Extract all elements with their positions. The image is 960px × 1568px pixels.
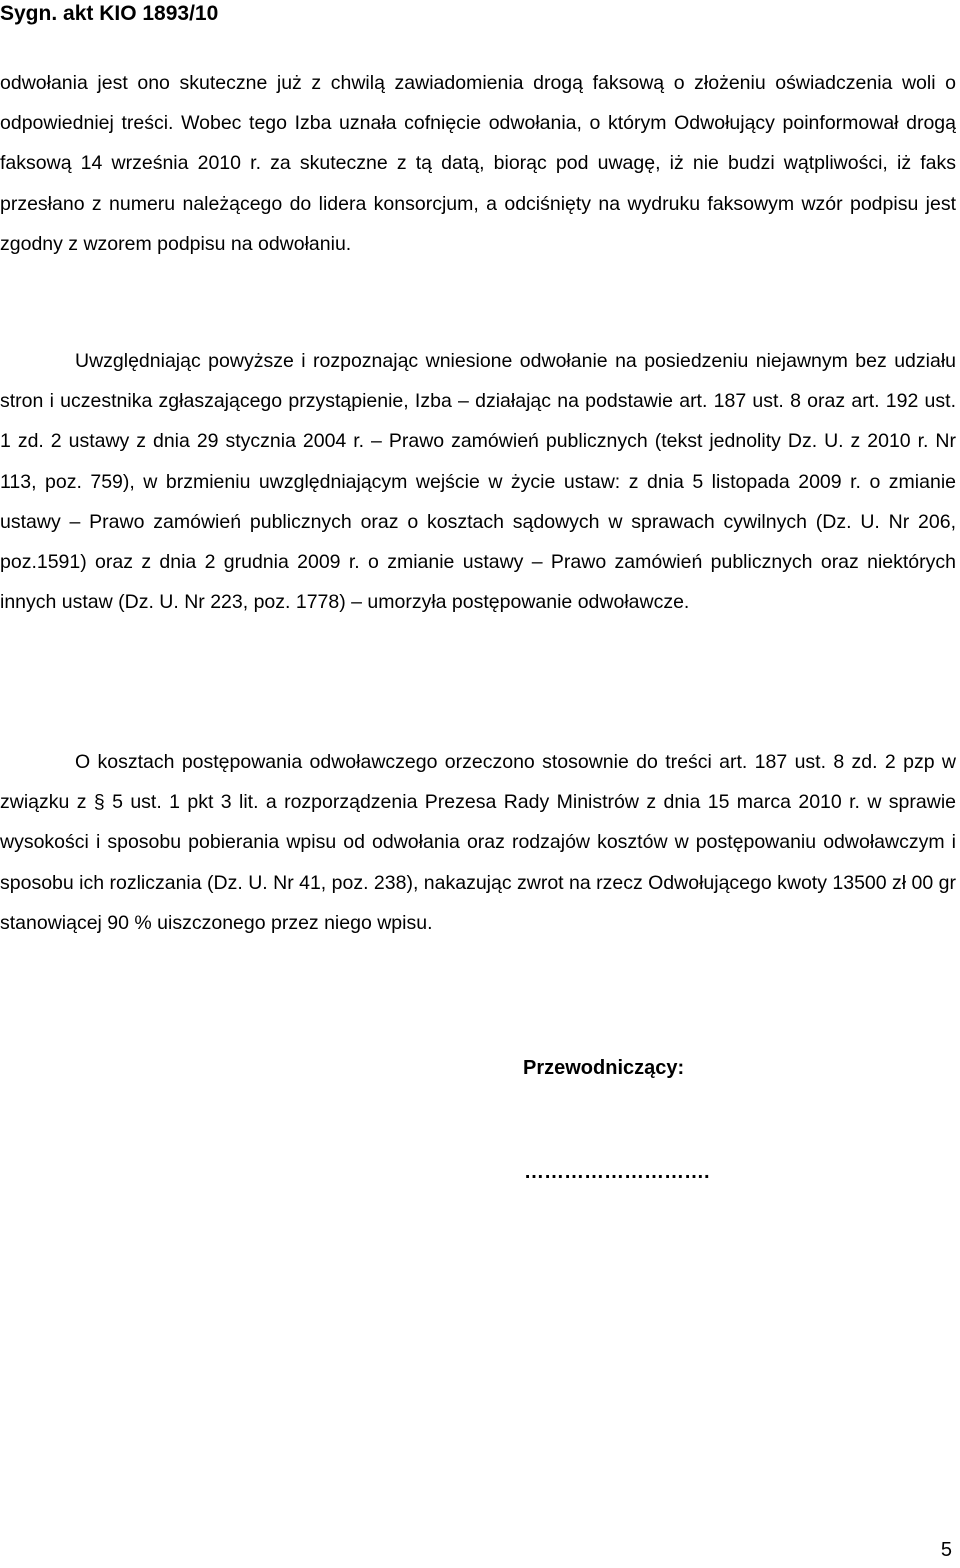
paragraph-withdrawal-reasoning: odwołania jest ono skuteczne już z chwilą zawiadomienia drogą faksową o złożeniu oświadczenia woli o odpowiedniej treści. Wobec tego Izba uznała cofnięcie odwołania, o którym Odwołujący poinformował drogą faksową 14 września 2010 r. za skuteczne z tą datą, biorąc pod uwagę, iż nie budzi wątpliwości, iż faks przesłano z numeru należącego do lidera konsorcjum, a odciśnięty na wydruku faksowym wzór podpisu jest zgodny z wzorem podpisu na odwołaniu. [0, 72, 956, 255]
paragraph-costs: O kosztach postępowania odwoławczego orzeczono stosownie do treści art. 187 ust. 8 zd. 2 pzp w związku z § 5 ust. 1 pkt 3 lit. a rozporządzenia Prezesa Rady Ministrów z dnia 15 marca 2010 r. w sprawie wysokości i sposobu pobierania wpisu od odwołania oraz rodzajów kosztów w postępowaniu odwoławczym i sposobu ich rozliczania (Dz. U. Nr 41, poz. 238), nakazując zwrot na rzecz Odwołującego kwoty 13500 zł 00 gr stanowiącej 90 % uiszczonego przez niego wpisu. [0, 751, 956, 934]
signature-line: ………………………. [524, 1161, 710, 1183]
page-number: 5 [940, 1539, 952, 1561]
case-number: Sygn. akt KIO 1893/10 [0, 2, 219, 25]
paragraph-ruling: Uwzględniając powyższe i rozpoznając wniesione odwołanie na posiedzeniu niejawnym bez udziału stron i uczestnika zgłaszającego przystąpienie, Izba – działając na podstawie art. 187 ust. 8 oraz art. 192 ust. 1 zd. 2 ustawy z dnia 29 stycznia 2004 r. – Prawo zamówień publicznych (tekst jednolity Dz. U. z 2010 r. Nr 113, poz. 759), w brzmieniu uwzględniającym wejście w życie ustaw: z dnia 5 listopada 2009 r. o zmianie ustawy – Prawo zamówień publicznych oraz o kosztach sądowych w sprawach cywilnych (Dz. U. Nr 206, poz.1591) oraz z dnia 2 grudnia 2009 r. o zmianie ustawy – Prawo zamówień publicznych oraz niektórych innych ustaw (Dz. U. Nr 223, poz. 1778) – umorzyła postępowanie odwoławcze. [0, 350, 956, 614]
signature-title: Przewodniczący: [523, 1057, 685, 1079]
